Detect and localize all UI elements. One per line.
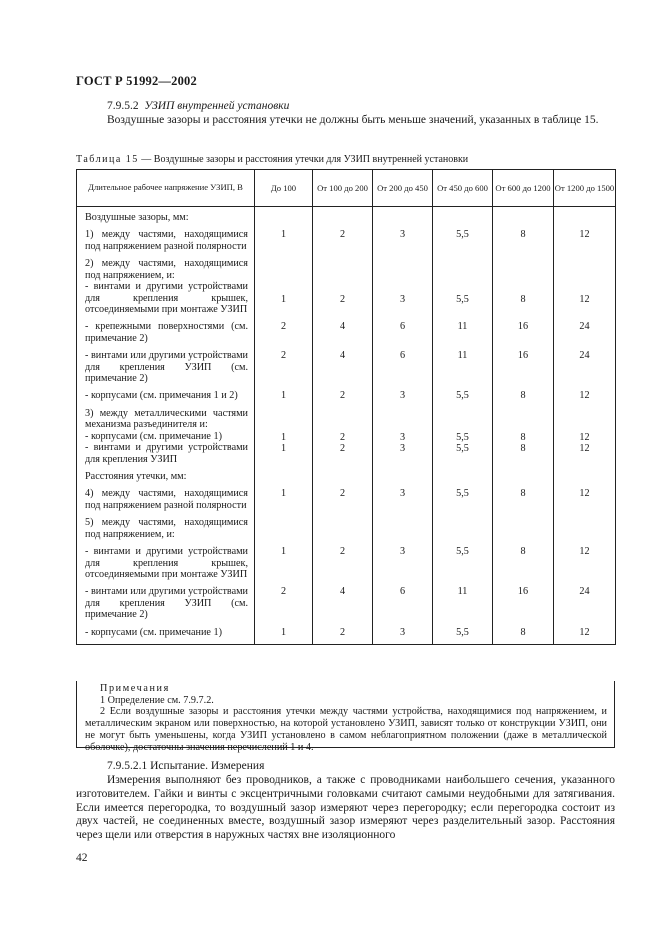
row-value: 16 <box>493 344 554 384</box>
row-value: 1 <box>255 384 313 401</box>
row-value: 5,5 <box>433 223 493 252</box>
note-2: 2 Если воздушные зазоры и расстояния утечки между частями устройства, находящимися под напряжением, и металлическим экраном или поверхностью, на которой установлено УЗИП, зависят только от конструкции УЗИП, они не могут быть уменьшены, когда УЗИП установлено в самом неблагоприятном положении (даже в металлической оболочке), достаточны значения перечислений 1 и 4. <box>85 706 607 753</box>
table-row <box>77 482 616 511</box>
row-value <box>255 207 313 224</box>
row-value: 1 <box>255 482 313 511</box>
row-value: 8 8 <box>493 402 554 465</box>
row-value: 24 <box>554 315 616 344</box>
header-range: От 100 до 200 <box>313 170 373 207</box>
table-row <box>77 252 616 315</box>
subsection-paragraph: Измерения выполняют без проводников, а также с проводниками наибольшего сечения, указанного изготовителем. Гайки и винты с эксцентричными головками считают самыми неудобными для затягивания. Если имеется перегородка, то воздушный зазор измеряют через перегородку; если перегородка состоит из двух частей, не соединенных вместе, воздушный зазор измеряют через разделительный зазор. Расстояния через щели или отверстия в наружных частях вне изоляционного <box>76 774 615 842</box>
row-value: 2 2 <box>313 402 373 465</box>
row-value: 8 <box>493 621 554 645</box>
header-range: От 200 до 450 <box>373 170 433 207</box>
row-value <box>373 465 433 482</box>
row-value: 2 <box>255 315 313 344</box>
table-row <box>77 315 616 344</box>
row-value: 3 <box>373 252 433 315</box>
row-value: 24 <box>554 580 616 620</box>
row-value: 12 12 <box>554 402 616 465</box>
row-value: 3 <box>373 482 433 511</box>
table-notes <box>76 681 615 753</box>
notes-title: Примечания <box>100 683 170 694</box>
row-value <box>433 465 493 482</box>
note-1: 1 Определение см. 7.9.7.2. <box>100 694 214 706</box>
header-range: От 1200 до 1500 <box>554 170 616 207</box>
row-value: 2 <box>313 384 373 401</box>
row-value: 2 <box>313 252 373 315</box>
row-value <box>493 511 554 540</box>
row-label: 2) между частями, находящимися под напряжением, и: - винтами и другими устройствами для крепления крышек, отсоединяемыми при монтаже УЗИП <box>77 252 255 315</box>
row-label: - винтами и другими устройствами для крепления крышек, отсоединяемыми при монтаже УЗИП <box>77 540 255 580</box>
row-value: 8 <box>493 384 554 401</box>
row-value <box>433 207 493 224</box>
table-row <box>77 621 616 645</box>
table-body <box>77 207 616 645</box>
row-value <box>493 465 554 482</box>
row-label: - винтами или другими устройствами для крепления УЗИП (см. примечание 2) <box>77 344 255 384</box>
table-header-row <box>77 170 616 207</box>
row-value: 5,5 <box>433 540 493 580</box>
row-value: 3 3 <box>373 402 433 465</box>
table-row <box>77 223 616 252</box>
row-value: 6 <box>373 315 433 344</box>
row-value: 12 <box>554 223 616 252</box>
row-value: 12 <box>554 384 616 401</box>
row-value: 11 <box>433 315 493 344</box>
row-value: 2 <box>313 540 373 580</box>
row-value: 11 <box>433 580 493 620</box>
row-value: 5,5 5,5 <box>433 402 493 465</box>
header-voltage: Длительное рабочее напряжение УЗИП, В <box>77 170 255 207</box>
table-row <box>77 344 616 384</box>
row-label: - корпусами (см. примечания 1 и 2) <box>77 384 255 401</box>
row-value <box>373 207 433 224</box>
section-intro <box>76 114 603 128</box>
table-row <box>77 540 616 580</box>
row-value: 16 <box>493 580 554 620</box>
section-number: 7.9.5.2 <box>107 100 139 112</box>
row-value: 8 <box>493 223 554 252</box>
table-row <box>77 465 616 482</box>
row-value: 12 <box>554 540 616 580</box>
intro-paragraph: Воздушные зазоры и расстояния утечки не должны быть меньше значений, указанных в таблице 15. <box>107 114 599 126</box>
row-value <box>313 207 373 224</box>
document-header: ГОСТ Р 51992—2002 <box>76 74 197 88</box>
row-value: 4 <box>313 344 373 384</box>
row-value <box>373 511 433 540</box>
row-value: 1 1 <box>255 402 313 465</box>
row-value: 3 <box>373 384 433 401</box>
row-label: 1) между частями, находящимися под напряжением разной полярности <box>77 223 255 252</box>
row-value <box>255 511 313 540</box>
row-value: 5,5 <box>433 384 493 401</box>
row-value: 2 <box>255 580 313 620</box>
row-value: 2 <box>255 344 313 384</box>
row-value: 3 <box>373 223 433 252</box>
table-caption <box>76 154 616 166</box>
row-label: Воздушные зазоры, мм: <box>77 207 255 224</box>
row-label: 4) между частями, находящимися под напряжением разной полярности <box>77 482 255 511</box>
row-value: 11 <box>433 344 493 384</box>
table-caption-prefix: Таблица 15 <box>76 154 139 165</box>
row-value: 5,5 <box>433 252 493 315</box>
row-value: 4 <box>313 580 373 620</box>
row-value <box>554 465 616 482</box>
row-value <box>493 207 554 224</box>
section-title <box>107 100 289 114</box>
row-value <box>554 207 616 224</box>
row-value: 24 <box>554 344 616 384</box>
row-value: 6 <box>373 580 433 620</box>
subsection-body <box>76 774 615 843</box>
table-row <box>77 384 616 401</box>
row-value: 1 <box>255 621 313 645</box>
row-value: 2 <box>313 621 373 645</box>
table-row <box>77 402 616 465</box>
row-value: 1 <box>255 223 313 252</box>
row-value <box>313 511 373 540</box>
row-label: 3) между металлическими частями механизма разъединителя и: - корпусами (см. примечание 1) - винтами и другими устройствами для крепления УЗИП <box>77 402 255 465</box>
row-value <box>554 511 616 540</box>
row-value: 3 <box>373 540 433 580</box>
row-value: 4 <box>313 315 373 344</box>
header-range: От 600 до 1200 <box>493 170 554 207</box>
row-value: 2 <box>313 482 373 511</box>
section-title-text: УЗИП внутренней установки <box>144 100 290 112</box>
row-value: 8 <box>493 482 554 511</box>
page-number: 42 <box>76 852 88 864</box>
row-value: 3 <box>373 621 433 645</box>
table-caption-text: — Воздушные зазоры и расстояния утечки для УЗИП внутренней установки <box>138 154 469 165</box>
row-value: 8 <box>493 252 554 315</box>
row-value: 12 <box>554 621 616 645</box>
row-value: 2 <box>313 223 373 252</box>
row-value <box>255 465 313 482</box>
table-row <box>77 580 616 620</box>
row-value: 12 <box>554 482 616 511</box>
row-value: 6 <box>373 344 433 384</box>
row-label: - корпусами (см. примечание 1) <box>77 621 255 645</box>
row-label: - крепежными поверхностями (см. примечание 2) <box>77 315 255 344</box>
row-value: 12 <box>554 252 616 315</box>
row-value <box>313 465 373 482</box>
row-value: 8 <box>493 540 554 580</box>
row-value: 1 <box>255 540 313 580</box>
clearances-table <box>76 169 616 645</box>
row-value: 5,5 <box>433 621 493 645</box>
row-value <box>433 511 493 540</box>
table-row <box>77 207 616 224</box>
row-value: 5,5 <box>433 482 493 511</box>
row-label: Расстояния утечки, мм: <box>77 465 255 482</box>
header-range: До 100 <box>255 170 313 207</box>
row-value: 16 <box>493 315 554 344</box>
table-row <box>77 511 616 540</box>
row-value: 1 <box>255 252 313 315</box>
row-label: 5) между частями, находящимися под напряжением, и: <box>77 511 255 540</box>
subsection-title: 7.9.5.2.1 Испытание. Измерения <box>107 760 265 772</box>
header-range: От 450 до 600 <box>433 170 493 207</box>
row-label: - винтами или другими устройствами для крепления УЗИП (см. примечание 2) <box>77 580 255 620</box>
